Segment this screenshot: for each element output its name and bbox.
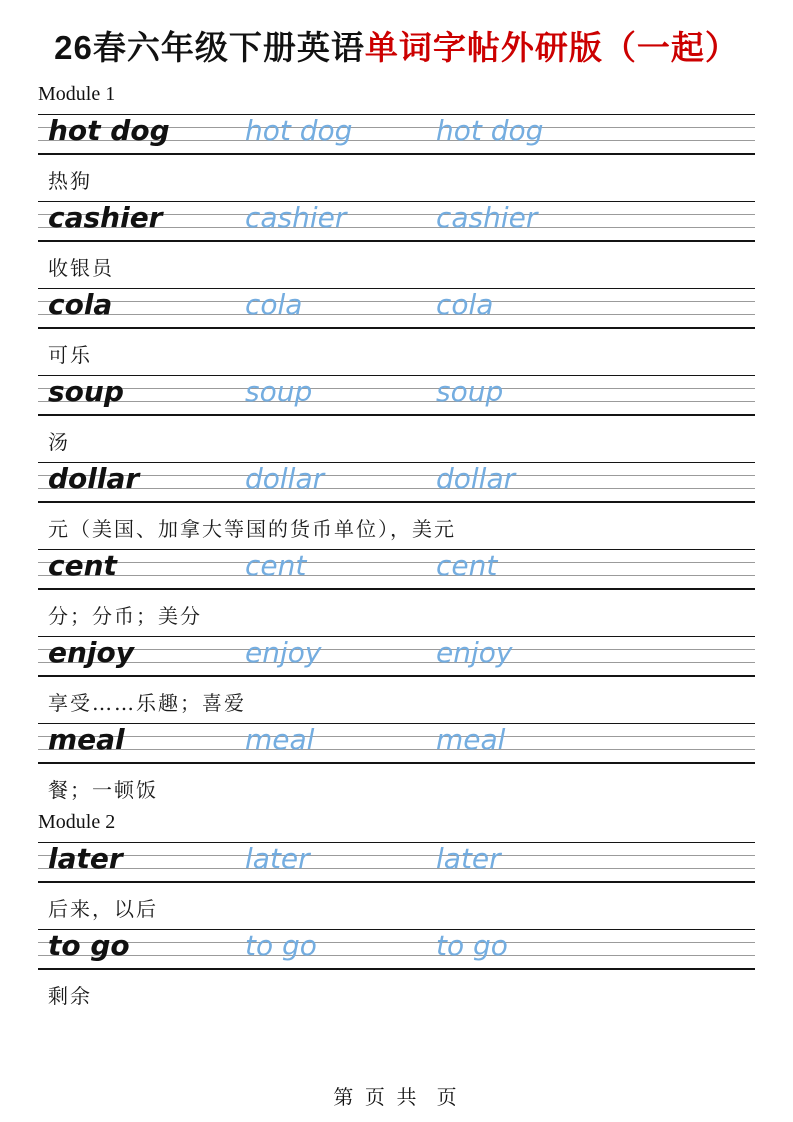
word-trace-copy: hot dog [436, 114, 544, 147]
word-trace-copy: meal [245, 723, 315, 756]
writing-lines-row [38, 462, 755, 503]
writing-lines-row [38, 549, 755, 590]
word-translation: 汤 [48, 430, 70, 454]
guide-line [38, 388, 755, 389]
word-trace-copy: soup [436, 375, 504, 408]
guide-line [38, 588, 755, 590]
word-model: to go [48, 929, 130, 962]
guide-line [38, 968, 755, 970]
guide-line [38, 868, 755, 869]
writing-lines-row [38, 723, 755, 764]
page-title [0, 26, 793, 70]
guide-line [38, 929, 755, 930]
guide-line [38, 749, 755, 750]
word-trace-copy: cola [436, 288, 494, 321]
guide-line [38, 488, 755, 489]
guide-line [38, 881, 755, 883]
writing-lines-row [38, 842, 755, 883]
word-model: cashier [48, 201, 163, 234]
guide-line [38, 649, 755, 650]
word-translation: 后来，以后 [48, 897, 158, 921]
guide-line [38, 414, 755, 416]
word-model: soup [48, 375, 124, 408]
guide-line [38, 955, 755, 956]
word-trace-copy: later [245, 842, 310, 875]
guide-line [38, 762, 755, 764]
writing-lines-row [38, 201, 755, 242]
word-model: cent [48, 549, 117, 582]
word-model: later [48, 842, 123, 875]
word-trace-copy: to go [245, 929, 317, 962]
guide-line [38, 240, 755, 242]
guide-line [38, 501, 755, 503]
page-footer: 第 页 共 页 [333, 1087, 460, 1109]
page-title-black: 26春六年级下册英语 [54, 29, 365, 66]
writing-lines-row [38, 288, 755, 329]
word-trace-copy: cola [245, 288, 303, 321]
word-trace-copy: later [436, 842, 501, 875]
word-translation: 热狗 [48, 169, 92, 193]
guide-line [38, 462, 755, 463]
word-trace-copy: dollar [436, 462, 516, 495]
guide-line [38, 153, 755, 155]
word-trace-copy: cent [245, 549, 307, 582]
word-trace-copy: enjoy [245, 636, 322, 669]
guide-line [38, 723, 755, 724]
word-model: enjoy [48, 636, 135, 669]
word-model: dollar [48, 462, 140, 495]
word-trace-copy: cent [436, 549, 498, 582]
word-trace-copy: soup [245, 375, 313, 408]
module-label: Module 1 [38, 83, 116, 105]
guide-line [38, 562, 755, 563]
guide-line [38, 375, 755, 376]
guide-line [38, 675, 755, 677]
vocabulary-list [38, 82, 755, 1010]
word-translation: 分；分币；美分 [48, 604, 202, 628]
word-model: meal [48, 723, 125, 756]
guide-line [38, 662, 755, 663]
word-trace-copy: enjoy [436, 636, 513, 669]
word-trace-copy: to go [436, 929, 508, 962]
word-trace-copy: dollar [245, 462, 325, 495]
guide-line [38, 575, 755, 576]
word-trace-copy: cashier [436, 201, 538, 234]
guide-line [38, 942, 755, 943]
word-trace-copy: hot dog [245, 114, 353, 147]
guide-line [38, 314, 755, 315]
word-translation: 收银员 [48, 256, 114, 280]
guide-line [38, 736, 755, 737]
word-model: hot dog [48, 114, 170, 147]
word-translation: 元（美国、加拿大等国的货币单位），美元 [48, 517, 456, 541]
guide-line [38, 855, 755, 856]
word-trace-copy: meal [436, 723, 506, 756]
guide-line [38, 549, 755, 550]
word-trace-copy: cashier [245, 201, 347, 234]
writing-lines-row [38, 636, 755, 677]
guide-line [38, 475, 755, 476]
word-translation: 剩余 [48, 984, 92, 1008]
guide-line [38, 401, 755, 402]
guide-line [38, 636, 755, 637]
word-translation: 享受……乐趣；喜爱 [48, 691, 246, 715]
module-label: Module 2 [38, 811, 116, 833]
word-translation: 餐；一顿饭 [48, 778, 158, 802]
writing-lines-row [38, 375, 755, 416]
word-translation: 可乐 [48, 343, 92, 367]
writing-lines-row [38, 929, 755, 970]
page-title-red: 单词字帖外研版（一起） [364, 29, 739, 66]
guide-line [38, 842, 755, 843]
word-model: cola [48, 288, 113, 321]
guide-line [38, 327, 755, 329]
guide-line [38, 301, 755, 302]
guide-line [38, 288, 755, 289]
writing-lines-row [38, 114, 755, 155]
